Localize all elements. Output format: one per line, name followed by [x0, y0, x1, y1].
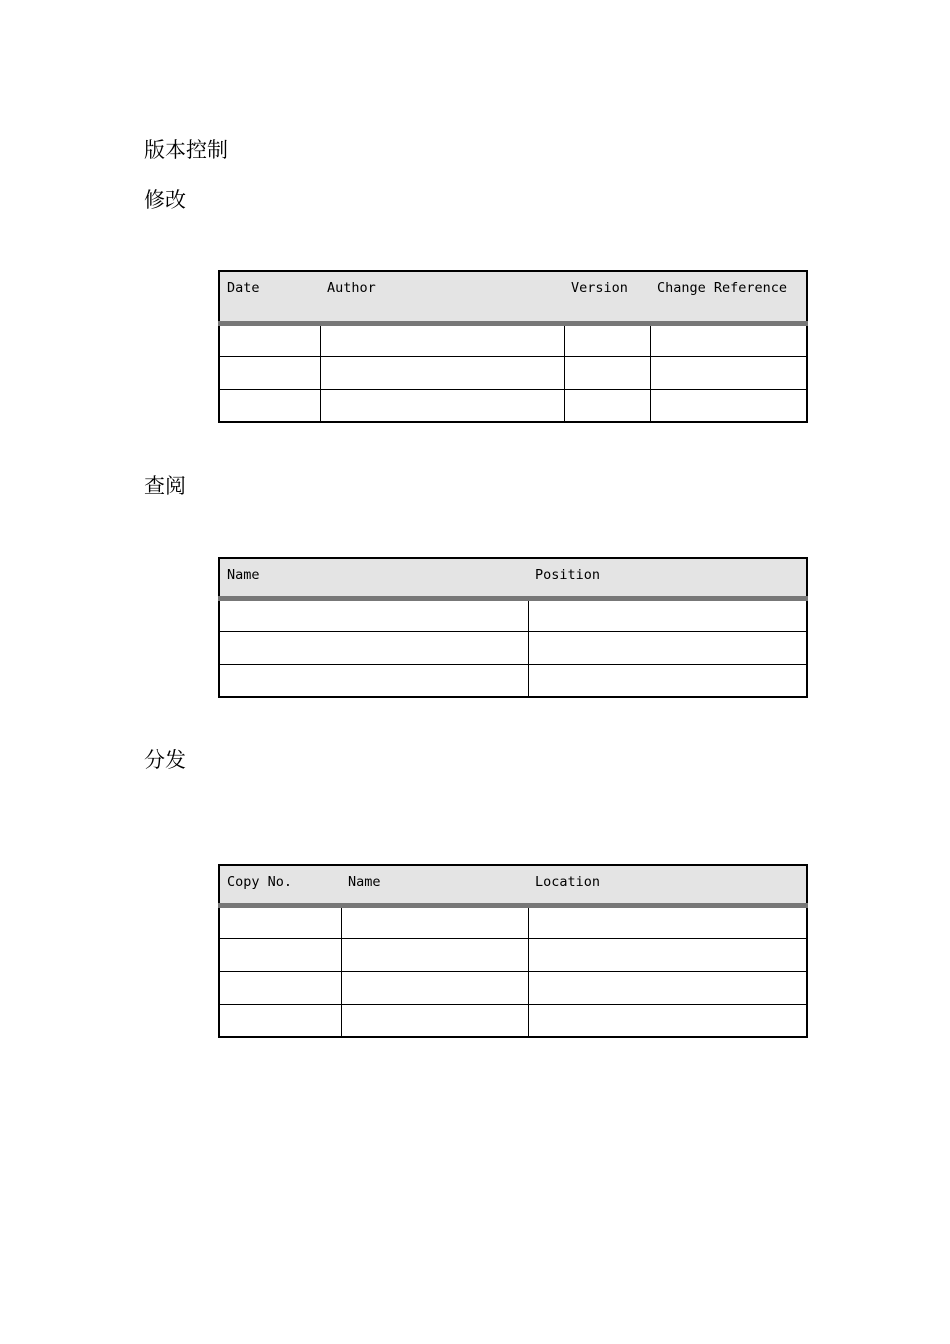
table-row [219, 971, 807, 1004]
table-cell[interactable] [528, 938, 807, 971]
table-cell[interactable] [219, 598, 528, 631]
table-cell[interactable] [219, 389, 320, 422]
table-cell[interactable] [528, 631, 807, 664]
distribution-heading: 分发 [144, 748, 186, 772]
table-cell[interactable] [320, 323, 564, 356]
table-cell[interactable] [341, 905, 528, 938]
table-cell[interactable] [219, 1004, 341, 1037]
table-cell[interactable] [528, 598, 807, 631]
table-header-row [219, 558, 807, 598]
column-header-copy-no: Copy No. [219, 865, 341, 905]
column-header-author: Author [320, 271, 564, 323]
column-header-name: Name [341, 865, 528, 905]
table-cell[interactable] [528, 905, 807, 938]
table-cell[interactable] [528, 1004, 807, 1037]
table-cell[interactable] [650, 389, 807, 422]
table-row [219, 664, 807, 697]
table-row [219, 389, 807, 422]
table-cell[interactable] [219, 938, 341, 971]
column-header-location: Location [528, 865, 807, 905]
table-cell[interactable] [341, 1004, 528, 1037]
table-cell[interactable] [219, 664, 528, 697]
table-cell[interactable] [219, 971, 341, 1004]
table-cell[interactable] [219, 631, 528, 664]
column-header-version: Version [564, 271, 650, 323]
changes-table [218, 270, 808, 423]
distribution-table [218, 864, 808, 1038]
table-cell[interactable] [528, 971, 807, 1004]
table-cell[interactable] [564, 356, 650, 389]
table-cell[interactable] [650, 356, 807, 389]
changes-heading: 修改 [144, 188, 186, 212]
table-cell[interactable] [219, 356, 320, 389]
column-header-name: Name [219, 558, 528, 598]
table-cell[interactable] [320, 356, 564, 389]
table-row [219, 356, 807, 389]
column-header-position: Position [528, 558, 807, 598]
table-cell[interactable] [219, 905, 341, 938]
table-cell[interactable] [341, 971, 528, 1004]
table-row [219, 631, 807, 664]
page-title: 版本控制 [144, 138, 228, 162]
table-header-row [219, 271, 807, 323]
table-row [219, 905, 807, 938]
table-row [219, 1004, 807, 1037]
table-cell[interactable] [528, 664, 807, 697]
table-header-row [219, 865, 807, 905]
column-header-change-reference: Change Reference [650, 271, 807, 323]
column-header-date: Date [219, 271, 320, 323]
table-row [219, 323, 807, 356]
table-cell[interactable] [341, 938, 528, 971]
table-cell[interactable] [564, 323, 650, 356]
table-cell[interactable] [564, 389, 650, 422]
table-cell[interactable] [219, 323, 320, 356]
review-heading: 查阅 [144, 474, 186, 498]
table-cell[interactable] [320, 389, 564, 422]
table-row [219, 598, 807, 631]
table-row [219, 938, 807, 971]
review-table [218, 557, 808, 698]
table-cell[interactable] [650, 323, 807, 356]
